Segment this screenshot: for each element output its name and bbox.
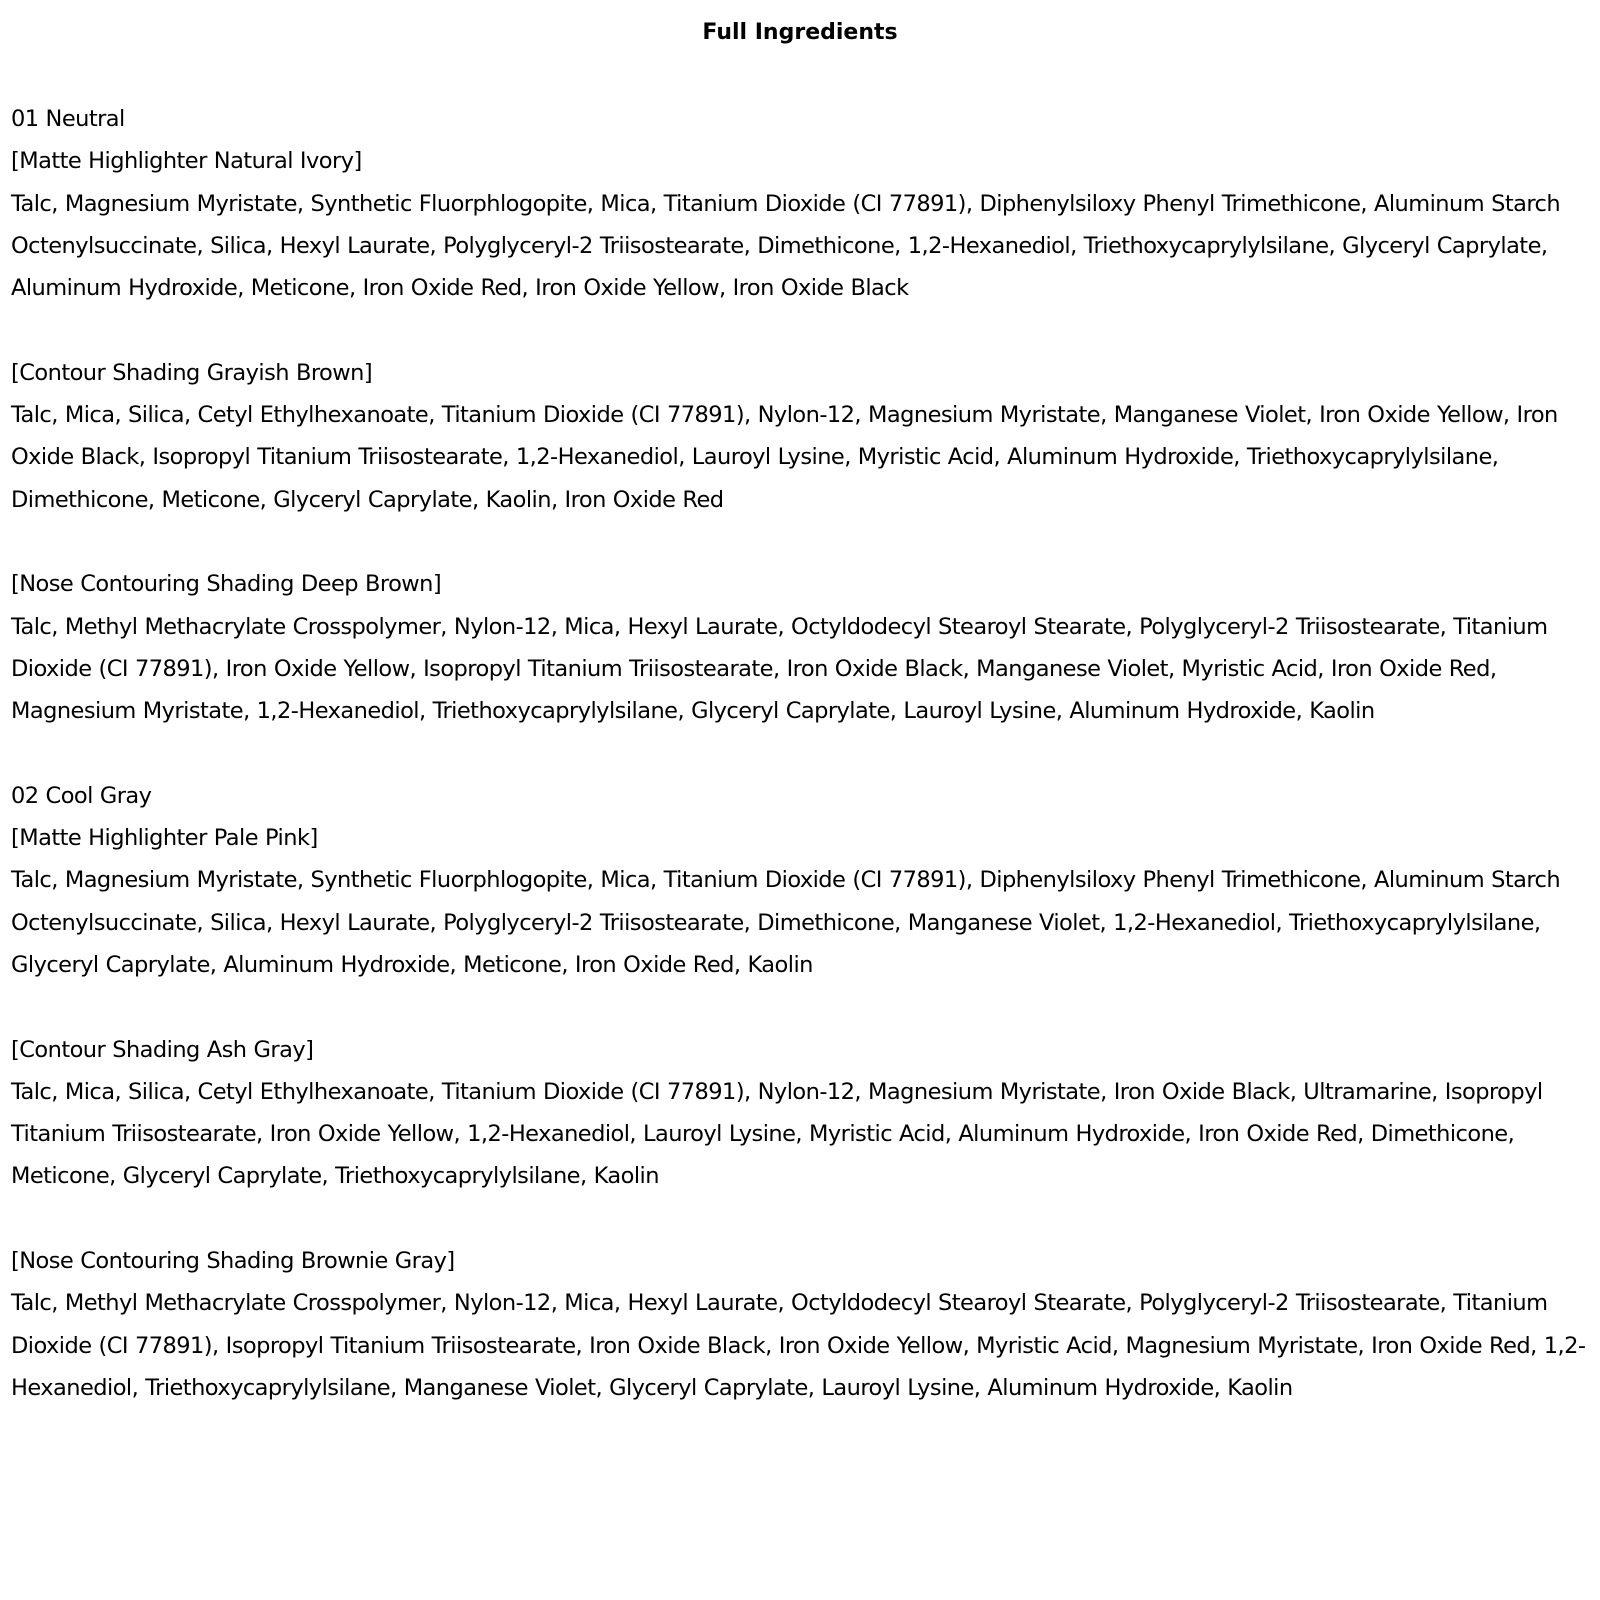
product-label: [Nose Contouring Shading Brownie Gray] [11, 1248, 455, 1275]
ingredient-line: Talc, Mica, Silica, Cetyl Ethylhexanoate, Titanium Dioxide (CI 77891), Nylon-12, Magnesium Myristate, Iron Oxide Black, Ultramarine, Isopropyl [11, 1078, 1543, 1105]
ingredient-line: Dioxide (CI 77891), Iron Oxide Yellow, Isopropyl Titanium Triisostearate, Iron Oxide Black, Manganese Violet, Myristic Acid, Iron Oxide Red, [11, 655, 1497, 682]
ingredient-line: Talc, Methyl Methacrylate Crosspolymer, Nylon-12, Mica, Hexyl Laurate, Octyldodecyl Stearoyl Stearate, Polyglyceryl-2 Triisostearate, Titanium [11, 1290, 1548, 1317]
shade-name: 01 Neutral [11, 106, 125, 132]
ingredient-list [11, 606, 1593, 733]
ingredient-list [11, 183, 1593, 310]
product-label: [Matte Highlighter Pale Pink] [11, 825, 318, 852]
shade-name: 02 Cool Gray [11, 782, 152, 809]
spacer [11, 309, 1593, 351]
spacer [11, 986, 1593, 1028]
ingredient-line: Dimethicone, Meticone, Glyceryl Caprylate, Kaolin, Iron Oxide Red [11, 486, 724, 513]
product-label: [Contour Shading Ash Gray] [11, 1036, 314, 1063]
ingredient-line: Oxide Black, Isopropyl Titanium Triisostearate, 1,2-Hexanediol, Lauroyl Lysine, Myristic Acid, Aluminum Hydroxide, Triethoxycaprylylsilane, [11, 444, 1499, 471]
ingredient-line: Aluminum Hydroxide, Meticone, Iron Oxide Red, Iron Oxide Yellow, Iron Oxide Black [11, 275, 909, 302]
ingredient-line: Talc, Magnesium Myristate, Synthetic Fluorphlogopite, Mica, Titanium Dioxide (CI 77891), Diphenylsiloxy Phenyl Trimethicone, Aluminum Starch [11, 190, 1561, 217]
spacer [11, 1198, 1593, 1240]
product-label: [Contour Shading Grayish Brown] [11, 359, 373, 386]
ingredient-list [11, 1071, 1593, 1198]
page-title: Full Ingredients [702, 20, 898, 45]
ingredient-line: Talc, Methyl Methacrylate Crosspolymer, Nylon-12, Mica, Hexyl Laurate, Octyldodecyl Stearoyl Stearate, Polyglyceryl-2 Triisostearate, Titanium [11, 613, 1548, 640]
ingredient-list [11, 859, 1593, 986]
ingredient-line: Magnesium Myristate, 1,2-Hexanediol, Triethoxycaprylylsilane, Glyceryl Caprylate, Lauroyl Lysine, Aluminum Hydroxide, Kaolin [11, 698, 1375, 725]
product-label: [Nose Contouring Shading Deep Brown] [11, 571, 442, 598]
ingredient-line: Talc, Mica, Silica, Cetyl Ethylhexanoate, Titanium Dioxide (CI 77891), Nylon-12, Magnesium Myristate, Manganese Violet, Iron Oxide Yellow, Iron [11, 402, 1558, 429]
ingredients-content [11, 98, 1593, 1409]
ingredient-line: Hexanediol, Triethoxycaprylylsilane, Manganese Violet, Glyceryl Caprylate, Lauroyl Lysine, Aluminum Hydroxide, Kaolin [11, 1374, 1293, 1401]
ingredient-list [11, 1282, 1593, 1409]
ingredient-line: Dioxide (CI 77891), Isopropyl Titanium Triisostearate, Iron Oxide Black, Iron Oxide Yellow, Myristic Acid, Magnesium Myristate, Iron Oxide Red, 1,2- [11, 1332, 1586, 1359]
spacer [11, 732, 1593, 774]
ingredient-line: Octenylsuccinate, Silica, Hexyl Laurate, Polyglyceryl-2 Triisostearate, Dimethicone, 1,2-Hexanediol, Triethoxycaprylylsilane, Glyceryl Caprylate, [11, 232, 1548, 259]
ingredient-list [11, 394, 1593, 521]
ingredient-line: Glyceryl Caprylate, Aluminum Hydroxide, Meticone, Iron Oxide Red, Kaolin [11, 951, 813, 978]
spacer [11, 521, 1593, 563]
ingredient-line: Talc, Magnesium Myristate, Synthetic Fluorphlogopite, Mica, Titanium Dioxide (CI 77891), Diphenylsiloxy Phenyl Trimethicone, Aluminum Starch [11, 867, 1561, 894]
ingredient-line: Titanium Triisostearate, Iron Oxide Yellow, 1,2-Hexanediol, Lauroyl Lysine, Myristic Acid, Aluminum Hydroxide, Iron Oxide Red, Dimethicone, [11, 1121, 1515, 1148]
product-label: [Matte Highlighter Natural Ivory] [11, 148, 362, 175]
ingredient-line: Octenylsuccinate, Silica, Hexyl Laurate, Polyglyceryl-2 Triisostearate, Dimethicone, Manganese Violet, 1,2-Hexanediol, Triethoxycaprylylsilane, [11, 909, 1541, 936]
ingredient-line: Meticone, Glyceryl Caprylate, Triethoxycaprylylsilane, Kaolin [11, 1163, 659, 1190]
